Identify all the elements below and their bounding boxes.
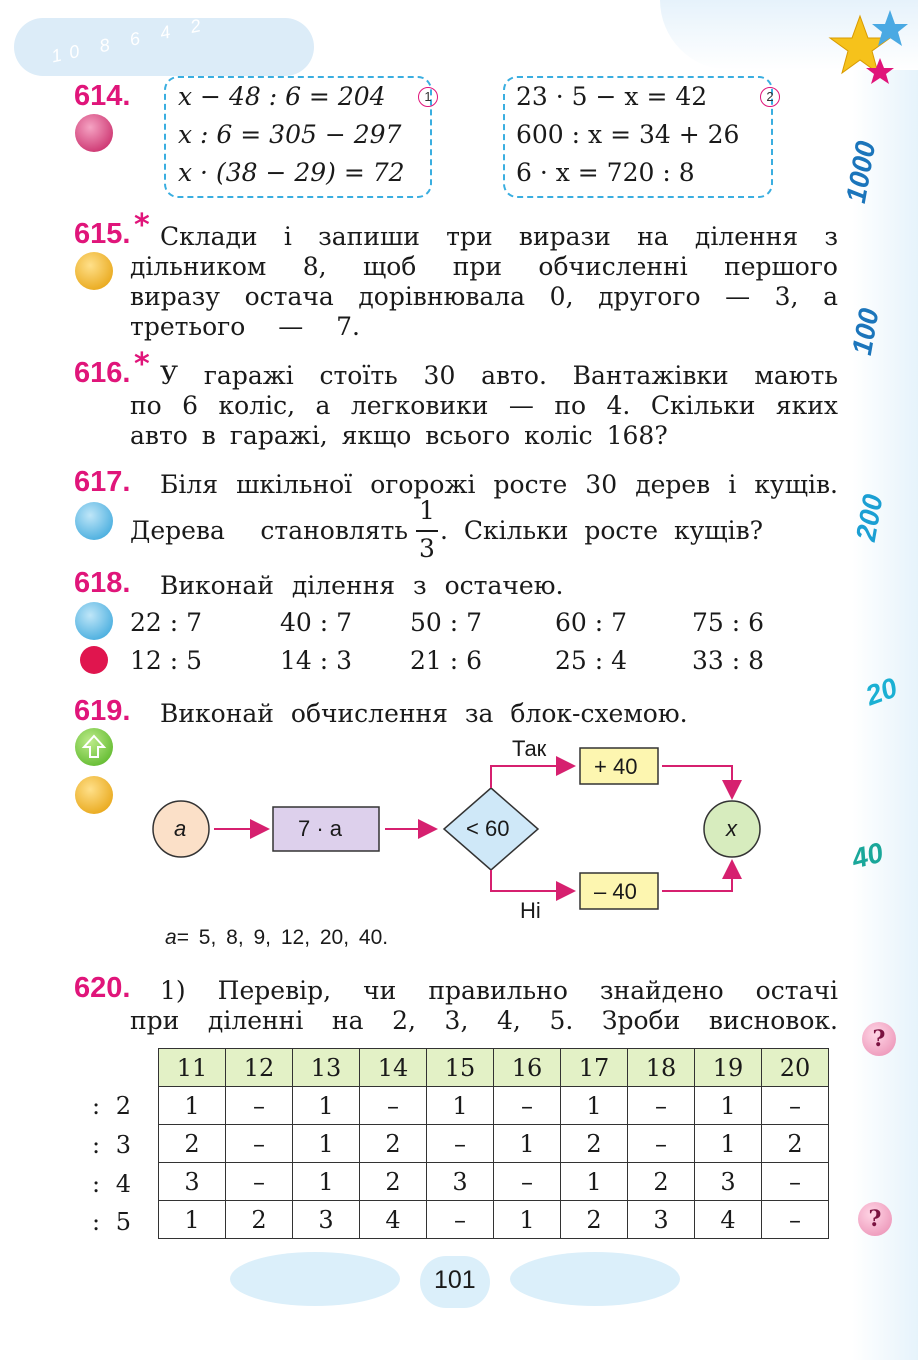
- fraction-bar: [416, 530, 438, 532]
- equation: x · (38 − 29) = 72: [178, 158, 405, 187]
- fraction-numerator: 1: [419, 496, 435, 525]
- variant-badge-1: 1: [418, 87, 438, 107]
- table-cell: –: [628, 1125, 695, 1163]
- division: 50 : 7: [410, 608, 483, 637]
- sidebar-number-200: 200: [850, 491, 889, 544]
- arrow-up-icon: [75, 728, 113, 766]
- flowchart: [140, 730, 780, 930]
- fraction-denominator: 3: [419, 534, 435, 563]
- flowchart-no-label: Ні: [520, 898, 541, 923]
- table-cell: 4: [695, 1201, 762, 1239]
- text-line: при діленні на 2, 3, 4, 5. Зроби висновок.: [130, 1006, 838, 1035]
- sidebar-number-20: 20: [861, 671, 902, 712]
- table-cell: 2: [628, 1163, 695, 1201]
- table-cell: 1: [159, 1087, 226, 1125]
- row-label: : 5: [92, 1208, 131, 1236]
- equation: 23 · 5 − x = 42: [516, 82, 708, 111]
- division: 40 : 7: [280, 608, 353, 637]
- bottom-cloud-left: [230, 1252, 400, 1306]
- table-cell: –: [494, 1163, 561, 1201]
- table-row: [159, 1125, 829, 1163]
- flow-arrow: [491, 766, 574, 788]
- table-cell: 2: [360, 1163, 427, 1201]
- header-cell: 18: [628, 1049, 695, 1087]
- table-cell: 2: [226, 1201, 293, 1239]
- division: 14 : 3: [280, 646, 353, 675]
- table-cell: 2: [762, 1125, 829, 1163]
- division: 12 : 5: [130, 646, 203, 675]
- header-cell: 20: [762, 1049, 829, 1087]
- puzzle-icon: [75, 602, 113, 640]
- help-icon: ?: [862, 1022, 896, 1056]
- star-mark: *: [134, 208, 150, 243]
- division: 75 : 6: [692, 608, 765, 637]
- table-cell: 1: [293, 1125, 360, 1163]
- table-cell: 1: [561, 1087, 628, 1125]
- remainders-table: [158, 1048, 829, 1239]
- table-cell: –: [628, 1087, 695, 1125]
- sidebar-number-40: 40: [848, 836, 887, 875]
- table-cell: –: [427, 1125, 494, 1163]
- table-cell: –: [762, 1163, 829, 1201]
- header-cell: 13: [293, 1049, 360, 1087]
- table-cell: –: [360, 1087, 427, 1125]
- equation: x : 6 = 305 − 297: [178, 120, 402, 149]
- header-cell: 15: [427, 1049, 494, 1087]
- puzzle-icon: [75, 114, 113, 152]
- header-cell: 12: [226, 1049, 293, 1087]
- table-cell: 3: [159, 1163, 226, 1201]
- text-line: авто в гаражі, якщо всього коліс 168?: [130, 421, 668, 450]
- table-cell: 1: [293, 1087, 360, 1125]
- text-line: Виконай ділення з остачею.: [160, 571, 564, 600]
- table-row: [159, 1201, 829, 1239]
- exercise-614-number: 614.: [74, 80, 131, 112]
- text-line: дільником 8, щоб при обчисленні першого: [130, 252, 838, 281]
- flow-arrow: [662, 861, 732, 891]
- text-line: У гаражі стоїть 30 авто. Вантажівки мають: [160, 361, 838, 390]
- sidebar-number-1000: 1000: [840, 138, 882, 206]
- flowchart-process-label: 7 · a: [298, 816, 343, 841]
- equation: 600 : x = 34 + 26: [516, 120, 740, 149]
- table-cell: 3: [427, 1163, 494, 1201]
- division: 60 : 7: [555, 608, 628, 637]
- exercise-617-number: 617.: [74, 466, 131, 498]
- text-line: 1) Перевір, чи правильно знайдено остачі: [160, 976, 838, 1005]
- stars-icon: [820, 8, 910, 98]
- flowchart-yes-op-label: + 40: [594, 754, 638, 779]
- exercise-620-number: 620.: [74, 972, 131, 1004]
- table-cell: –: [762, 1201, 829, 1239]
- text-line: Біля шкільної огорожі росте 30 дерев і кущів.: [160, 470, 838, 499]
- variant-badge-2: 2: [760, 87, 780, 107]
- table-cell: –: [226, 1163, 293, 1201]
- division: 25 : 4: [555, 646, 628, 675]
- header-cell: 19: [695, 1049, 762, 1087]
- red-dot-icon: [80, 646, 108, 674]
- text-line: . Скільки росте кущів?: [440, 516, 764, 545]
- flowchart-no-op-label: – 40: [594, 879, 637, 904]
- table-cell: 1: [494, 1125, 561, 1163]
- table-cell: 1: [427, 1087, 494, 1125]
- table-cell: 1: [293, 1163, 360, 1201]
- table-header-row: [159, 1049, 829, 1087]
- table-cell: 3: [293, 1201, 360, 1239]
- flow-arrow: [491, 870, 574, 891]
- division: 21 : 6: [410, 646, 483, 675]
- header-cell: 11: [159, 1049, 226, 1087]
- table-cell: 2: [360, 1125, 427, 1163]
- table-cell: –: [762, 1087, 829, 1125]
- row-label: : 2: [92, 1092, 131, 1120]
- table-cell: 2: [159, 1125, 226, 1163]
- text-line: виразу остача дорівнювала 0, другого — 3, а: [130, 282, 838, 311]
- table-cell: –: [494, 1087, 561, 1125]
- table-cell: 1: [494, 1201, 561, 1239]
- puzzle-icon: [75, 502, 113, 540]
- table-cell: 3: [628, 1201, 695, 1239]
- sidebar-number-100: 100: [846, 305, 885, 358]
- text-line: Дерева становлять: [130, 516, 408, 545]
- table-cell: –: [226, 1087, 293, 1125]
- values-variable: a: [165, 926, 177, 949]
- star-mark: *: [134, 347, 150, 382]
- flowchart-yes-label: Так: [512, 736, 547, 761]
- values-line: [165, 926, 388, 950]
- values-list: = 5, 8, 9, 12, 20, 40.: [176, 926, 389, 949]
- header-cell: 14: [360, 1049, 427, 1087]
- flowchart-decision-label: < 60: [466, 816, 510, 841]
- row-label: : 4: [92, 1170, 131, 1198]
- division: 22 : 7: [130, 608, 203, 637]
- table-cell: –: [226, 1125, 293, 1163]
- bottom-cloud-right: [510, 1252, 680, 1306]
- equation: x − 48 : 6 = 204: [178, 82, 386, 111]
- help-icon: ?: [858, 1202, 892, 1236]
- row-label: : 3: [92, 1131, 131, 1159]
- page-number: 101: [434, 1266, 476, 1294]
- header-cell: 17: [561, 1049, 628, 1087]
- equation: 6 · x = 720 : 8: [516, 158, 695, 187]
- table-cell: –: [427, 1201, 494, 1239]
- text-line: Виконай обчислення за блок-схемою.: [160, 699, 688, 728]
- table-cell: 2: [561, 1125, 628, 1163]
- exercise-618-number: 618.: [74, 567, 131, 599]
- table-cell: 1: [695, 1087, 762, 1125]
- text-line: Склади і запиши три вирази на ділення з: [160, 222, 838, 251]
- exercise-616-number: 616.: [74, 357, 131, 389]
- flow-arrow: [662, 766, 732, 798]
- table-row: [159, 1087, 829, 1125]
- flowchart-start-label: a: [174, 816, 187, 841]
- header-cell: 16: [494, 1049, 561, 1087]
- exercise-615-number: 615.: [74, 218, 131, 250]
- puzzle-icon: [75, 776, 113, 814]
- flowchart-result-label: x: [726, 816, 737, 841]
- table-cell: 3: [695, 1163, 762, 1201]
- text-line: по 6 коліс, а легковики — по 4. Скільки яких: [130, 391, 838, 420]
- table-cell: 1: [159, 1201, 226, 1239]
- table-row: [159, 1163, 829, 1201]
- cloud-digits: 10 8 6 4 2: [49, 13, 211, 67]
- table-cell: 2: [561, 1201, 628, 1239]
- table-cell: 4: [360, 1201, 427, 1239]
- puzzle-icon: [75, 252, 113, 290]
- text-line: третього — 7.: [130, 312, 360, 341]
- division: 33 : 8: [692, 646, 765, 675]
- table-cell: 1: [695, 1125, 762, 1163]
- table-cell: 1: [561, 1163, 628, 1201]
- exercise-619-number: 619.: [74, 695, 131, 727]
